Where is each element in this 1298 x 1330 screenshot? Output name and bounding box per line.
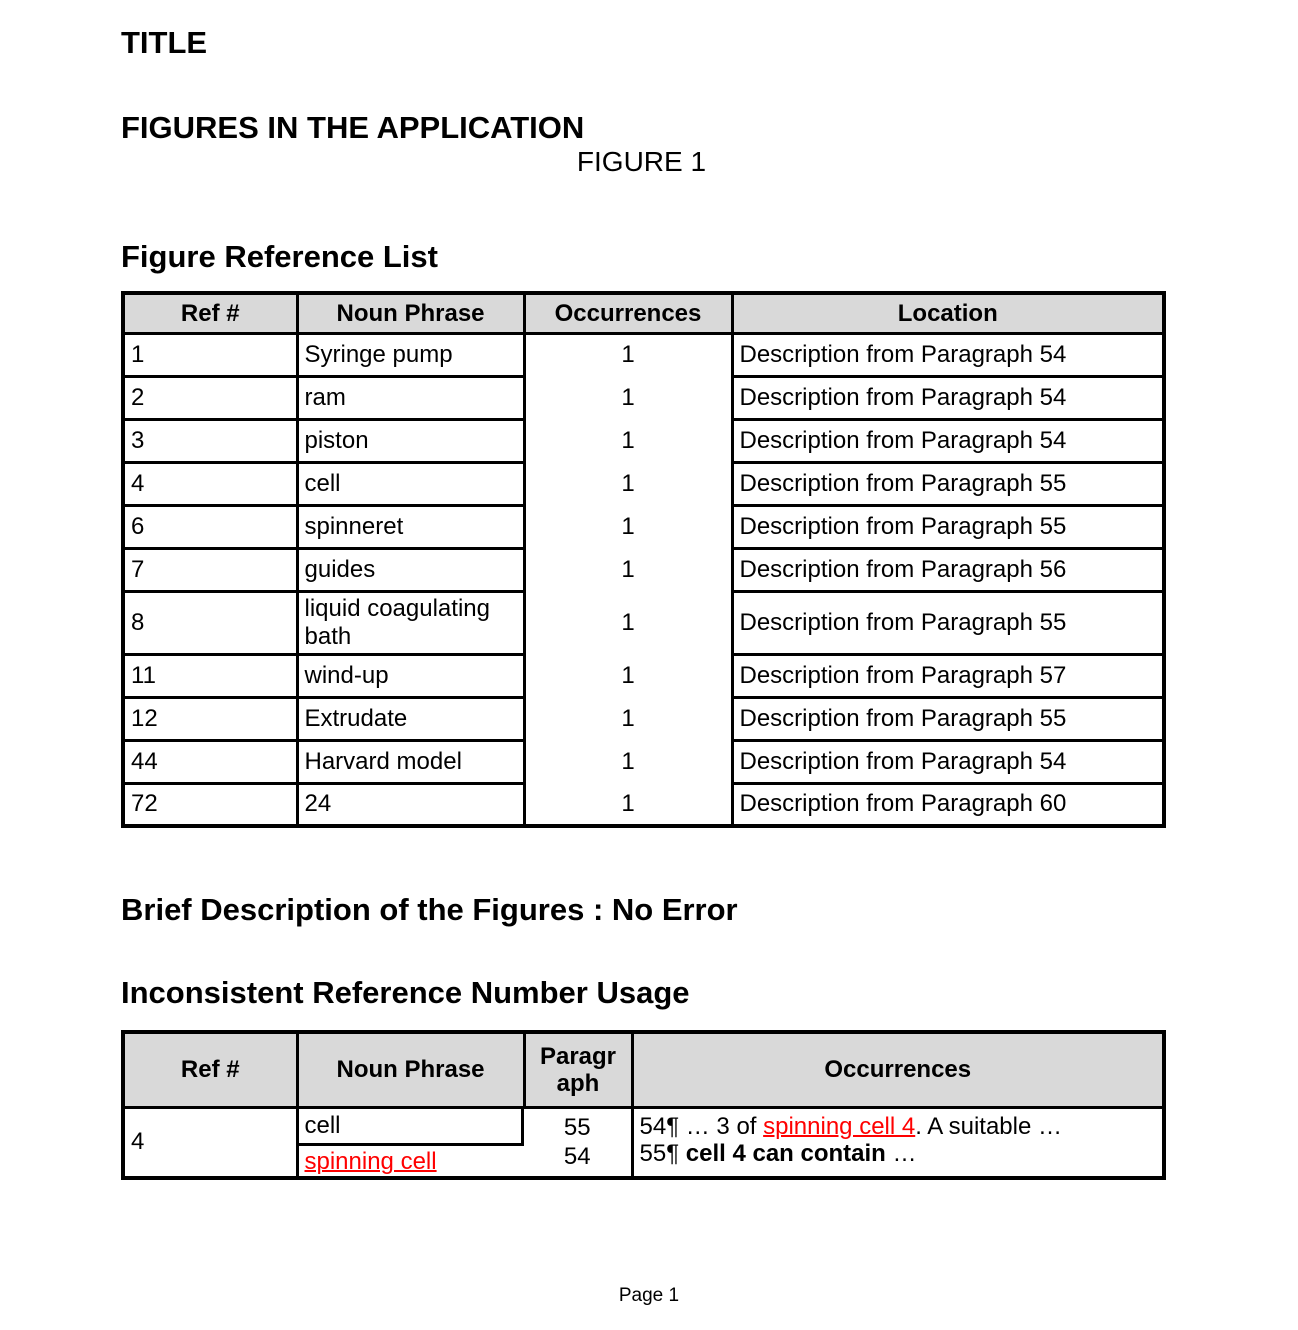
occurrences-cell: 1 <box>524 697 732 740</box>
location-cell: Description from Paragraph 54 <box>732 376 1164 419</box>
occurrences-cell: 1 <box>524 783 732 826</box>
location-cell: Description from Paragraph 57 <box>732 654 1164 697</box>
col-header-noun-phrase: Noun Phrase <box>297 1032 524 1107</box>
col-header-occurrences: Occurrences <box>524 293 732 333</box>
occurrences-cell: 1 <box>524 740 732 783</box>
figure-reference-list-heading: Figure Reference List <box>121 239 438 274</box>
noun-phrase-variant-error: spinning cell <box>304 1147 437 1175</box>
noun-phrase-primary: cell <box>299 1109 525 1146</box>
ref-cell: 2 <box>123 376 297 419</box>
table-row <box>123 591 1164 654</box>
occurrence-bold-highlight: cell 4 can contain <box>685 1139 886 1167</box>
ref-cell: 7 <box>123 548 297 591</box>
ref-cell: 11 <box>123 654 297 697</box>
ref-cell: 44 <box>123 740 297 783</box>
figure-reference-table <box>121 291 1166 828</box>
table-row <box>123 740 1164 783</box>
occurrences-cell <box>632 1107 1164 1178</box>
occurrence-line <box>640 1113 1157 1140</box>
table-header-row <box>123 293 1164 333</box>
noun-phrase-cell: spinneret <box>297 505 524 548</box>
location-cell: Description from Paragraph 56 <box>732 548 1164 591</box>
table-row <box>123 419 1164 462</box>
col-header-ref: Ref # <box>123 293 297 333</box>
table-row <box>123 462 1164 505</box>
location-cell: Description from Paragraph 54 <box>732 333 1164 376</box>
noun-phrase-cell: Extrudate <box>297 697 524 740</box>
location-cell: Description from Paragraph 54 <box>732 740 1164 783</box>
noun-phrase-cell: ram <box>297 376 524 419</box>
table-row <box>123 1107 1164 1178</box>
ref-cell: 4 <box>123 462 297 505</box>
col-header-ref: Ref # <box>123 1032 297 1107</box>
location-cell: Description from Paragraph 55 <box>732 697 1164 740</box>
table-row <box>123 548 1164 591</box>
occurrences-cell: 1 <box>524 654 732 697</box>
noun-phrase-cell <box>297 1107 524 1178</box>
ref-cell: 12 <box>123 697 297 740</box>
ref-cell: 72 <box>123 783 297 826</box>
noun-phrase-cell: liquid coagulating bath <box>297 591 524 654</box>
paragraph-number: 54 <box>563 1142 591 1170</box>
occurrences-cell: 1 <box>524 462 732 505</box>
location-cell: Description from Paragraph 55 <box>732 505 1164 548</box>
ref-cell: 1 <box>123 333 297 376</box>
brief-description-heading: Brief Description of the Figures : No Error <box>121 892 738 927</box>
paragraph-number: 55 <box>563 1113 591 1141</box>
noun-phrase-cell: piston <box>297 419 524 462</box>
occurrences-cell: 1 <box>524 333 732 376</box>
occurrence-text: 55¶ <box>639 1139 686 1167</box>
table-row <box>123 783 1164 826</box>
table-row <box>123 697 1164 740</box>
inconsistent-usage-heading: Inconsistent Reference Number Usage <box>121 975 690 1010</box>
col-header-paragraph: Paragraph <box>524 1032 632 1107</box>
col-header-noun-phrase: Noun Phrase <box>297 293 524 333</box>
occurrences-cell: 1 <box>524 591 732 654</box>
noun-phrase-cell: Harvard model <box>297 740 524 783</box>
paragraph-cell <box>524 1107 632 1178</box>
occurrences-cell: 1 <box>524 548 732 591</box>
table-header-row <box>123 1032 1164 1107</box>
inconsistent-reference-table <box>121 1030 1166 1180</box>
ref-cell: 6 <box>123 505 297 548</box>
ref-cell: 3 <box>123 419 297 462</box>
location-cell: Description from Paragraph 55 <box>732 462 1164 505</box>
occurrence-error-highlight: spinning cell 4 <box>763 1112 916 1140</box>
table-row <box>123 333 1164 376</box>
col-header-location: Location <box>732 293 1164 333</box>
page-footer: Page 1 <box>618 1285 680 1306</box>
occurrence-text: … <box>885 1139 917 1167</box>
occurrence-line <box>640 1140 1157 1167</box>
table-row <box>123 376 1164 419</box>
occurrence-text: . A suitable … <box>915 1112 1062 1140</box>
table-row <box>123 654 1164 697</box>
figure-label: FIGURE 1 <box>576 146 707 177</box>
ref-cell: 4 <box>123 1107 297 1178</box>
noun-phrase-cell: guides <box>297 548 524 591</box>
occurrences-cell: 1 <box>524 505 732 548</box>
noun-phrase-cell: cell <box>297 462 524 505</box>
col-header-occurrences: Occurrences <box>632 1032 1164 1107</box>
location-cell: Description from Paragraph 60 <box>732 783 1164 826</box>
occurrence-text: 54¶ … 3 of <box>639 1112 764 1140</box>
table-row <box>123 505 1164 548</box>
noun-phrase-cell: Syringe pump <box>297 333 524 376</box>
location-cell: Description from Paragraph 54 <box>732 419 1164 462</box>
occurrences-cell: 1 <box>524 419 732 462</box>
ref-cell: 8 <box>123 591 297 654</box>
figures-section-heading: FIGURES IN THE APPLICATION <box>121 110 585 145</box>
location-cell: Description from Paragraph 55 <box>732 591 1164 654</box>
occurrences-cell: 1 <box>524 376 732 419</box>
noun-phrase-cell: 24 <box>297 783 524 826</box>
doc-title: TITLE <box>121 25 208 60</box>
noun-phrase-cell: wind-up <box>297 654 524 697</box>
